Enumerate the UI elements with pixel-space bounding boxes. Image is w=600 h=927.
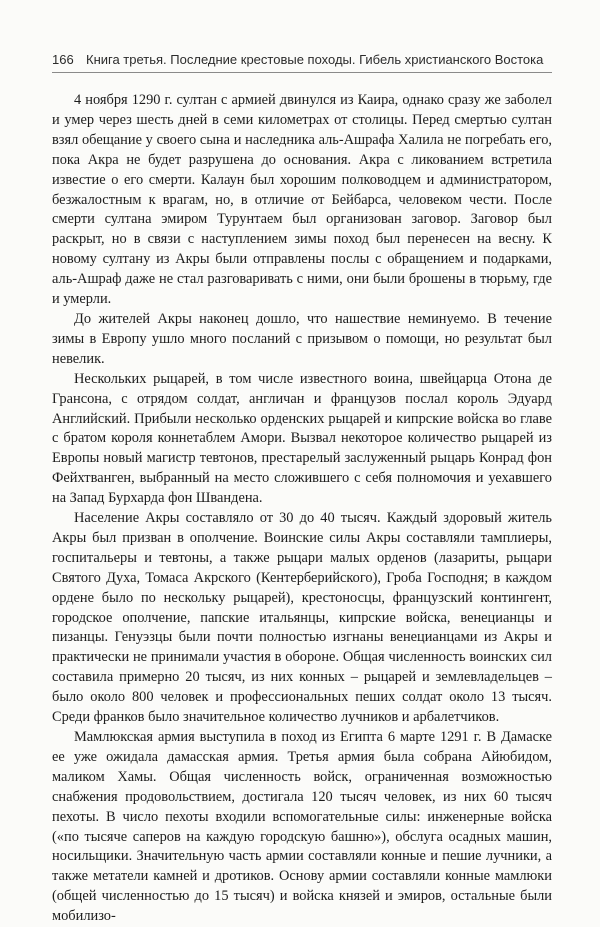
paragraph: До жителей Акры наконец дошло, что нашествие неминуемо. В течение зимы в Европу ушло много посланий с призывом о помощи, но результат был невелик. — [52, 310, 552, 367]
running-title: Книга третья. Последние крестовые походы. Гибель христианского Востока — [86, 52, 544, 67]
paragraph: 4 ноября 1290 г. султан с армией двинулся из Каира, однако сразу же заболел и умер через шесть дней в семи километрах от столицы. Перед смертью султан взял обещание у своего сына и наследника аль-Ашрафа Халила не погребать его, пока Акра не будет разрушена до основания. Акра с ликованием встретила известие о его смерти. Калаун был хорошим полководцем и администратором, безжалостным к врагам, но, в отличие от Бейбарса, человеком чести. После смерти султана эмиром Турунтаем был организован заговор. Заговор был раскрыт, но в связи с наступлением зимы поход был перенесен на весну. К новому султану из Акры были отправлены послы с обращением и подарками, аль-Ашраф даже не стал разговаривать с ними, они были брошены в тюрьму, где и умерли. — [52, 92, 552, 308]
header-rule — [52, 72, 552, 73]
paragraph: Население Акры составляло от 30 до 40 тысяч. Каждый здоровый житель Акры был призван в ополчение. Воинские силы Акры составляли тамплиеры, госпитальеры и тевтоны, а также рыцари малых орденов (лазариты, рыцари Святого Духа, Томаса Акрского (Кентерберийского), Гроба Господня; в каждом ордене было по нескольку рыцарей), крестоносцы, французский контингент, городское ополчение, папские итальянцы, кипрские войска, венецианцы и пизанцы. Генуэзцы были почти полностью изгнаны венецианцами из Акры и практически не принимали участия в обороне. Общая численность воинских сил составила примерно 20 тысяч, из них конных – рыцарей и землевладельцев – было около 800 человек и профессиональных пеших солдат около 13 тысяч. Среди франков было значительное количество лучников и арбалетчиков. — [52, 510, 552, 726]
page-number: 166 — [52, 52, 74, 67]
paragraph: Нескольких рыцарей, в том числе известного воина, швейцарца Отона де Грансона, с отрядом солдат, англичан и французов послал король Эдуард Английский. Прибыли несколько орденских рыцарей и кипрские войска во главе с братом короля коннетаблем Амори. Вызвал некоторое количество рыцарей из Европы новый магистр тевтонов, престарелый заслуженный рыцарь Конрад фон Фейхтванген, выбранный на место сложившего с себя полномочия и уехавшего на Запад Бурхарда фон Швандена. — [52, 370, 552, 507]
running-head — [52, 51, 552, 69]
paragraph: Мамлюкская армия выступила в поход из Египта 6 марте 1291 г. В Дамаске ее уже ожидала дамасская армия. Третья армия была собрана Айюбидом, маликом Хамы. Общая численность войск, ограниченная возможностью снабжения продовольствием, достигала 120 тысяч человек, из них 60 тысяч пехоты. В число пехоты входили вспомогательные силы: инженерные войска («по тысяче саперов на каждую городскую башню»), обслуга осадных машин, носильщики. Значительную часть армии составляли конные и пешие лучники, а также метатели камней и дротиков. Основу армии составляли конные мамлюки (общей численностью до 15 тысяч) и войска князей и эмиров, остальные были мобилизо- — [52, 729, 552, 925]
body-text — [52, 91, 552, 927]
